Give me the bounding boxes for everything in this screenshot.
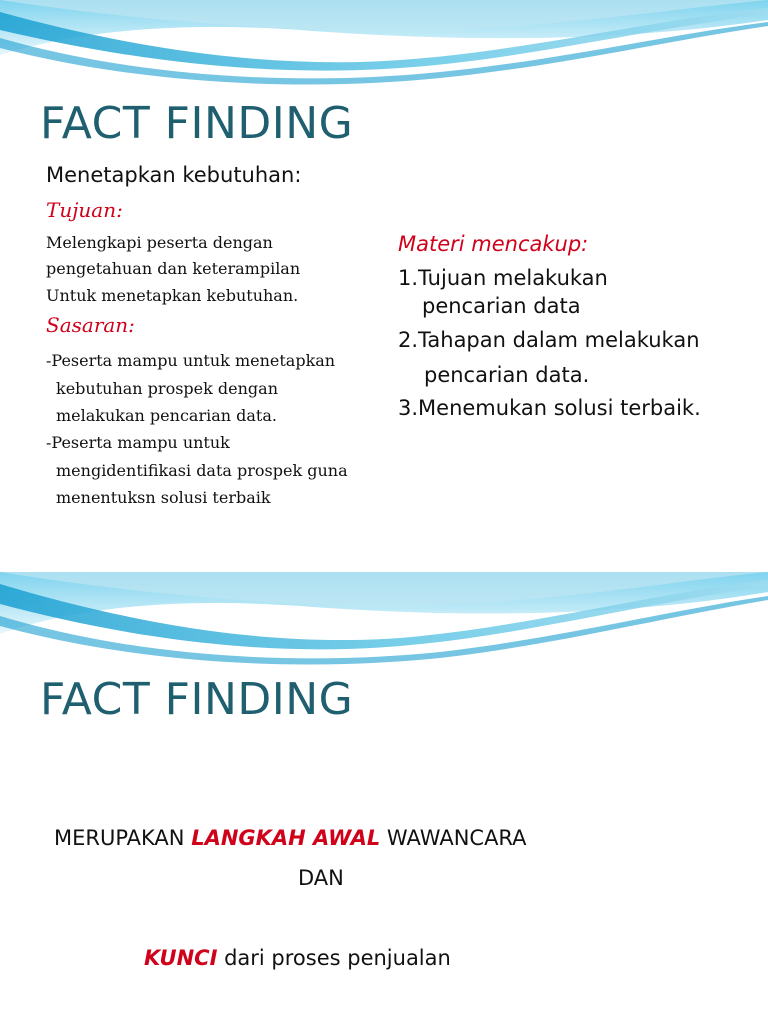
statement-line-3 bbox=[144, 946, 451, 970]
materi-line: 3.Menemukan solusi terbaik. bbox=[398, 396, 701, 420]
tujuan-line: pengetahuan dan keterampilan bbox=[46, 259, 301, 278]
sasaran-label: Sasaran: bbox=[46, 313, 135, 337]
wave-banner-graphic bbox=[0, 572, 768, 672]
materi-line: pencarian data bbox=[422, 294, 581, 318]
materi-line: 2.Tahapan dalam melakukan bbox=[398, 328, 700, 352]
sasaran-line: kebutuhan prospek dengan bbox=[56, 379, 279, 398]
tujuan-line: Untuk menetapkan kebutuhan. bbox=[46, 286, 299, 305]
sasaran-line: -Peserta mampu untuk bbox=[46, 433, 230, 452]
sasaran-line: menentuksn solusi terbaik bbox=[56, 488, 271, 507]
heading-text: Menetapkan kebutuhan: bbox=[46, 163, 302, 187]
tujuan-label: Tujuan: bbox=[46, 198, 123, 222]
sasaran-line: -Peserta mampu untuk menetapkan bbox=[46, 351, 336, 370]
slide-title: FACT FINDING bbox=[40, 674, 354, 725]
sasaran-line: melakukan pencarian data. bbox=[56, 406, 277, 425]
slide-2 bbox=[0, 512, 768, 1024]
sasaran-line: mengidentifikasi data prospek guna bbox=[56, 461, 348, 480]
materi-line: 1.Tujuan melakukan bbox=[398, 266, 608, 290]
materi-line: pencarian data. bbox=[424, 363, 590, 387]
slide-title: FACT FINDING bbox=[40, 98, 354, 149]
tujuan-line: Melengkapi peserta dengan bbox=[46, 233, 273, 252]
wave-banner-graphic bbox=[0, 0, 768, 90]
keyword-kunci: KUNCI bbox=[144, 946, 218, 970]
statement-text: dari proses penjualan bbox=[217, 946, 451, 970]
statement-text: MERUPAKAN bbox=[54, 826, 192, 850]
materi-label: Materi mencakup: bbox=[398, 232, 589, 256]
keyword-langkah-awal: LANGKAH AWAL bbox=[191, 826, 381, 850]
statement-line-2: DAN bbox=[298, 866, 344, 890]
statement-line-1 bbox=[54, 826, 527, 850]
statement-text: WAWANCARA bbox=[380, 826, 527, 850]
